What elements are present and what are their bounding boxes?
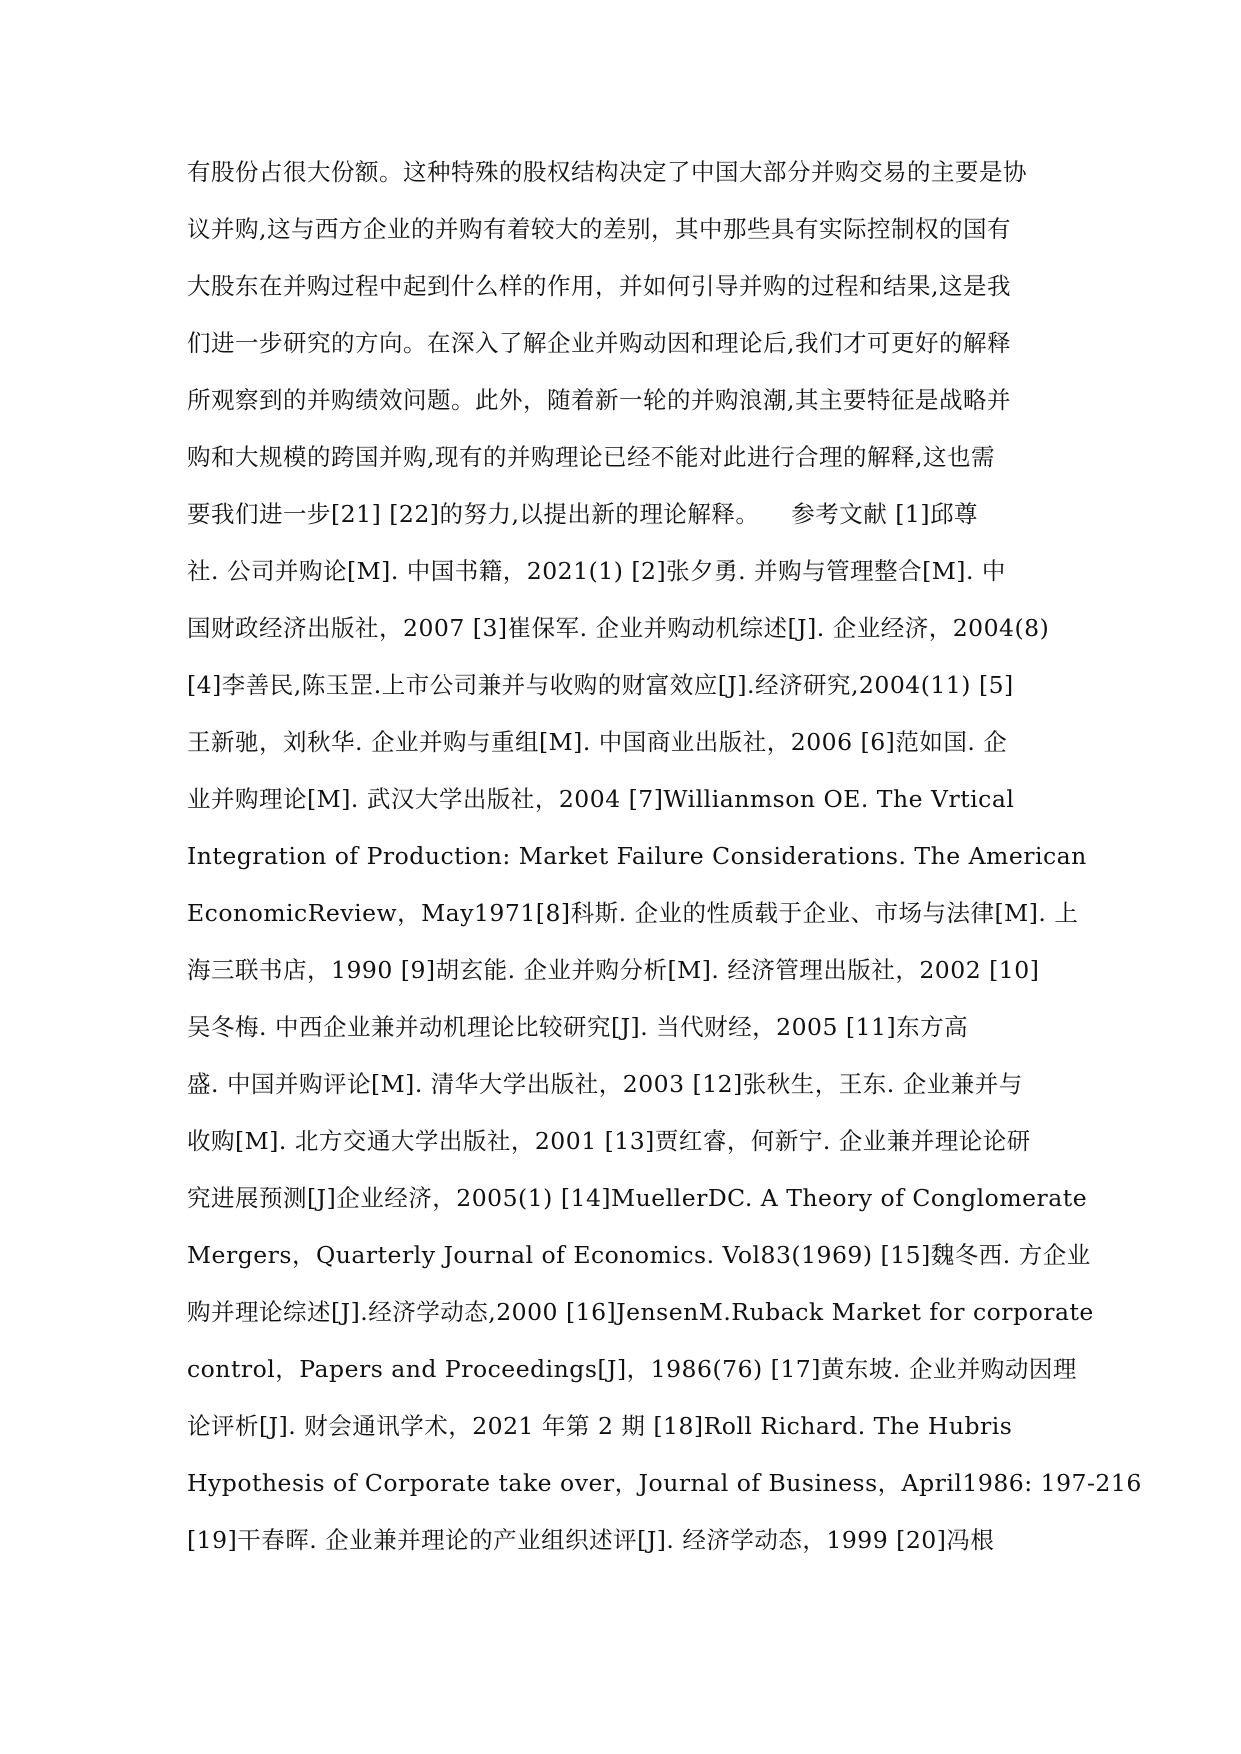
text-line: 所观察到的并购绩效问题。此外，随着新一轮的并购浪潮,其主要特征是战略并 bbox=[187, 386, 1011, 414]
reference-line: [19]干春晖. 企业兼并理论的产业组织述评[J]. 经济学动态，1999 [20]冯根 bbox=[187, 1526, 995, 1554]
reference-line: 收购[M]. 北方交通大学出版社，2001 [13]贾红睿，何新宁. 企业兼并理论论研 bbox=[187, 1127, 1031, 1155]
body-text bbox=[187, 152, 1142, 1577]
reference-line: 业并购理论[M]. 武汉大学出版社，2004 [7]Willianmson OE. The Vrtical bbox=[187, 785, 1015, 813]
reference-line: 究进展预测[J]企业经济，2005(1) [14]MuellerDC. A Theory of Conglomerate bbox=[187, 1184, 1088, 1212]
text-line: 大股东在并购过程中起到什么样的作用，并如何引导并购的过程和结果,这是我 bbox=[187, 272, 1011, 300]
reference-line: Integration of Production: Market Failure Considerations. The American bbox=[187, 842, 1087, 870]
reference-line: 吴冬梅. 中西企业兼并动机理论比较研究[J]. 当代财经，2005 [11]东方高 bbox=[187, 1013, 969, 1041]
reference-line: 国财政经济出版社，2007 [3]崔保军. 企业并购动机综述[J]. 企业经济，2004(8) bbox=[187, 614, 1050, 642]
text-line: 议并购,这与西方企业的并购有着较大的差别，其中那些具有实际控制权的国有 bbox=[187, 215, 1011, 243]
reference-line: [4]李善民,陈玉罡.上市公司兼并与收购的财富效应[J].经济研究,2004(11) [5] bbox=[187, 671, 1014, 699]
reference-line: 王新驰，刘秋华. 企业并购与重组[M]. 中国商业出版社，2006 [6]范如国. 企 bbox=[187, 728, 1008, 756]
text-line: 购和大规模的跨国并购,现有的并购理论已经不能对此进行合理的解释,这也需 bbox=[187, 443, 995, 471]
reference-line: Mergers，Quarterly Journal of Economics. Vol83(1969) [15]魏冬西. 方企业 bbox=[187, 1241, 1091, 1269]
text-line: 要我们进一步[21] [22]的努力,以提出新的理论解释。 参考文献 [1]邱尊 bbox=[187, 500, 979, 528]
reference-line: 论评析[J]. 财会通讯学术，2021 年第 2 期 [18]Roll Richard. The Hubris bbox=[187, 1412, 1013, 1440]
text-line: 们进一步研究的方向。在深入了解企业并购动因和理论后,我们才可更好的解释 bbox=[187, 329, 1011, 357]
reference-line: 社. 公司并购论[M]. 中国书籍，2021(1) [2]张夕勇. 并购与管理整合[M]. 中 bbox=[187, 557, 1006, 585]
reference-line: Hypothesis of Corporate take over，Journal of Business，April1986: 197-216 bbox=[187, 1469, 1142, 1497]
reference-line: control，Papers and Proceedings[J]，1986(76) [17]黄东坡. 企业并购动因理 bbox=[187, 1355, 1077, 1383]
reference-line: 海三联书店，1990 [9]胡玄能. 企业并购分析[M]. 经济管理出版社，2002 [10] bbox=[187, 956, 1040, 984]
reference-line: EconomicReview，May1971[8]科斯. 企业的性质载于企业、市场与法律[M]. 上 bbox=[187, 899, 1079, 927]
text-line: 有股份占很大份额。这种特殊的股权结构决定了中国大部分并购交易的主要是协 bbox=[187, 158, 1027, 186]
reference-line: 购并理论综述[J].经济学动态,2000 [16]JensenM.Ruback Market for corporate bbox=[187, 1298, 1094, 1326]
reference-line: 盛. 中国并购评论[M]. 清华大学出版社，2003 [12]张秋生，王东. 企业兼并与 bbox=[187, 1070, 1023, 1098]
